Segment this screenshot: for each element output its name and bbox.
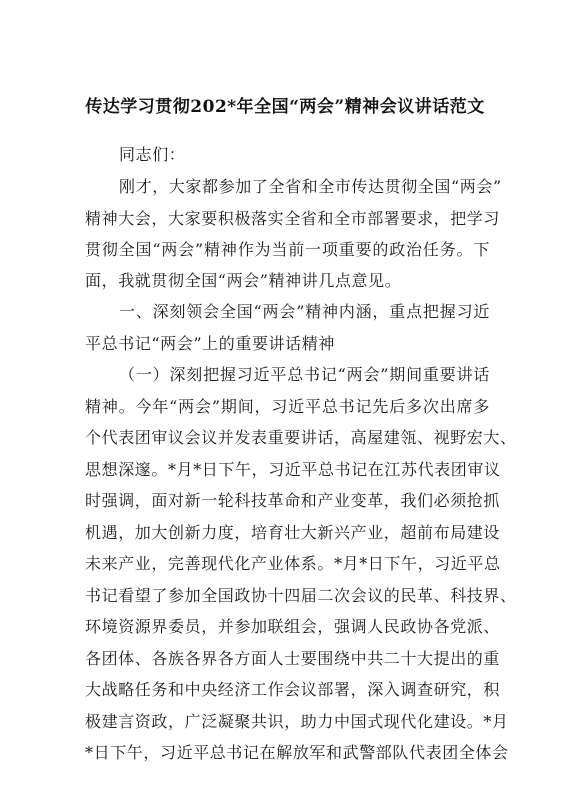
body-line: 思想深邃。*月*日下午，习近平总书记在江苏代表团审议 [85, 460, 501, 479]
body-line: （一）深刻把握习近平总书记“两会”期间重要讲话 [119, 365, 490, 384]
body-line: *日下午，习近平总书记在解放军和武警部队代表团全体会 [85, 743, 509, 762]
body-line: 时强调，面对新一轮科技革命和产业变革，我们必须抢抓 [85, 491, 501, 510]
section-heading-line: 一、深刻领会全国“两会”精神内涵，重点把握习近 [119, 302, 490, 321]
body-line: 刚才，大家都参加了全省和全市传达贯彻全国“两会” [119, 177, 502, 196]
body-line: 精神大会，大家要积极落实全省和全市部署要求，把学习 [85, 209, 501, 228]
body-line: 各团体、各族各界各方面人士要围绕中共二十大提出的重 [85, 649, 501, 668]
body-line: 面，我就贯彻全国“两会”精神讲几点意见。 [85, 271, 402, 290]
body-line: 贯彻全国“两会”精神作为当前一项重要的政治任务。下 [85, 240, 490, 259]
document-title: 传达学习贯彻202*年全国“两会”精神会议讲话范文 [85, 97, 485, 117]
body-line: 书记看望了参加全国政协十四届二次会议的民革、科技界、 [85, 586, 517, 605]
body-line: 大战略任务和中央经济工作会议部署，深入调查研究，积 [85, 680, 501, 699]
body-line: 未来产业，完善现代化产业体系。*月*日下午，习近平总 [85, 554, 501, 573]
body-line: 极建言资政，广泛凝聚共识，助力中国式现代化建设。*月 [85, 712, 509, 731]
body-line: 个代表团审议会议并发表重要讲话，高屋建瓴、视野宏大、 [85, 428, 517, 447]
body-line: 精神。今年“两会”期间，习近平总书记先后多次出席多 [85, 397, 490, 416]
body-line: 机遇，加大创新力度，培育壮大新兴产业，超前布局建设 [85, 523, 501, 542]
body-line: 环境资源界委员，并参加联组会，强调人民政协各党派、 [85, 617, 501, 636]
section-heading-line: 平总书记“两会”上的重要讲话精神 [85, 334, 335, 353]
salutation: 同志们： [119, 145, 186, 164]
